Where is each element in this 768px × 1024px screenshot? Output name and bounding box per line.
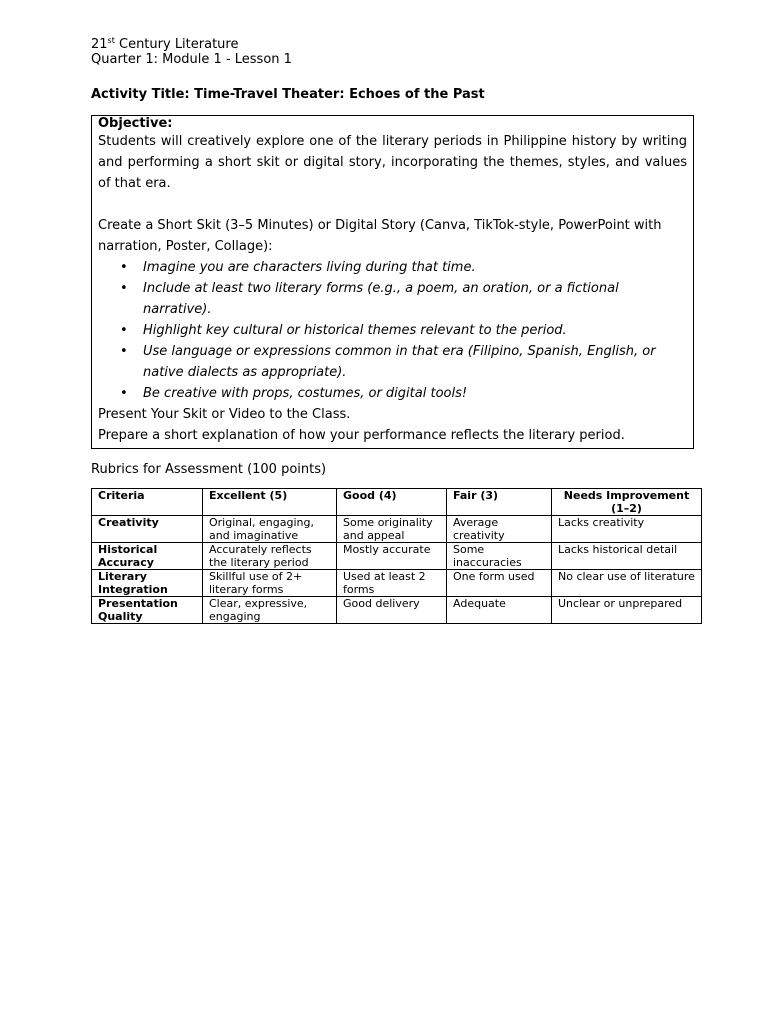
prepare-line: Prepare a short explanation of how your performance reflects the literary period. [98,428,625,443]
table-cell: Clear, expressive, engaging [203,597,337,624]
list-item-text: Imagine you are characters living during that time. [143,260,476,275]
table-row [92,543,702,570]
column-header: Needs Improvement (1–2) [552,489,702,516]
table-cell: Some originality and appeal [337,516,447,543]
table-cell: Used at least 2 forms [337,570,447,597]
column-header: Excellent (5) [203,489,337,516]
spacer [98,194,687,215]
course-name: Century Literature [114,37,239,52]
criteria-cell: Literary Integration [92,570,203,597]
table-cell: Mostly accurate [337,543,447,570]
bullet-icon: • [120,344,128,359]
objective-text: Students will creatively explore one of the literary periods in Philippine history by writing and performing a short skit or digital story, incorporating the themes, styles, and values of that era. [98,134,687,191]
list-item [98,341,687,383]
rubric-title: Rubrics for Assessment (100 points) [91,462,327,477]
objective-box [91,115,694,449]
table-row [92,570,702,597]
criteria-cell: Creativity [92,516,203,543]
table-cell: Unclear or unprepared [552,597,702,624]
column-header: Good (4) [337,489,447,516]
list-item [98,383,687,404]
course-title [91,37,701,52]
list-item-text: Be creative with props, costumes, or digital tools! [143,386,468,401]
bullet-icon: • [120,281,128,296]
bullet-icon: • [120,260,128,275]
table-cell: Skillful use of 2+ literary forms [203,570,337,597]
module-line: Quarter 1: Module 1 - Lesson 1 [91,52,292,67]
table-cell: Good delivery [337,597,447,624]
table-cell: Original, engaging, and imaginative [203,516,337,543]
table-cell: Accurately reflects the literary period [203,543,337,570]
list-item [98,278,687,320]
present-line: Present Your Skit or Video to the Class. [98,407,351,422]
table-cell: Average creativity [447,516,552,543]
bullet-icon: • [120,323,128,338]
list-item [98,257,687,278]
table-cell: Lacks creativity [552,516,702,543]
activity-title: Activity Title: Time-Travel Theater: Echoes of the Past [91,87,485,102]
list-item [98,320,687,341]
table-cell: No clear use of literature [552,570,702,597]
table-cell: Lacks historical detail [552,543,702,570]
course-ordinal: st [107,36,115,45]
table-cell: One form used [447,570,552,597]
table-row [92,516,702,543]
rubric-table [91,488,702,624]
table-cell: Adequate [447,597,552,624]
objective-label: Objective: [98,116,173,131]
table-header-row [92,489,702,516]
column-header: Criteria [92,489,203,516]
column-header: Fair (3) [447,489,552,516]
list-item-text: Use language or expressions common in that era (Filipino, Spanish, English, or native dialects as appropriate). [143,344,656,380]
list-item-text: Include at least two literary forms (e.g., a poem, an oration, or a fictional narrative). [143,281,619,317]
create-intro: Create a Short Skit (3–5 Minutes) or Digital Story (Canva, TikTok-style, PowerPoint with narration, Poster, Collage): [98,218,662,254]
criteria-cell: Presentation Quality [92,597,203,624]
course-number: 21 [91,37,108,52]
bullet-icon: • [120,386,128,401]
table-row [92,597,702,624]
document-page [91,37,701,624]
instruction-list [98,257,687,404]
list-item-text: Highlight key cultural or historical themes relevant to the period. [143,323,567,338]
criteria-cell: Historical Accuracy [92,543,203,570]
table-cell: Some inaccuracies [447,543,552,570]
